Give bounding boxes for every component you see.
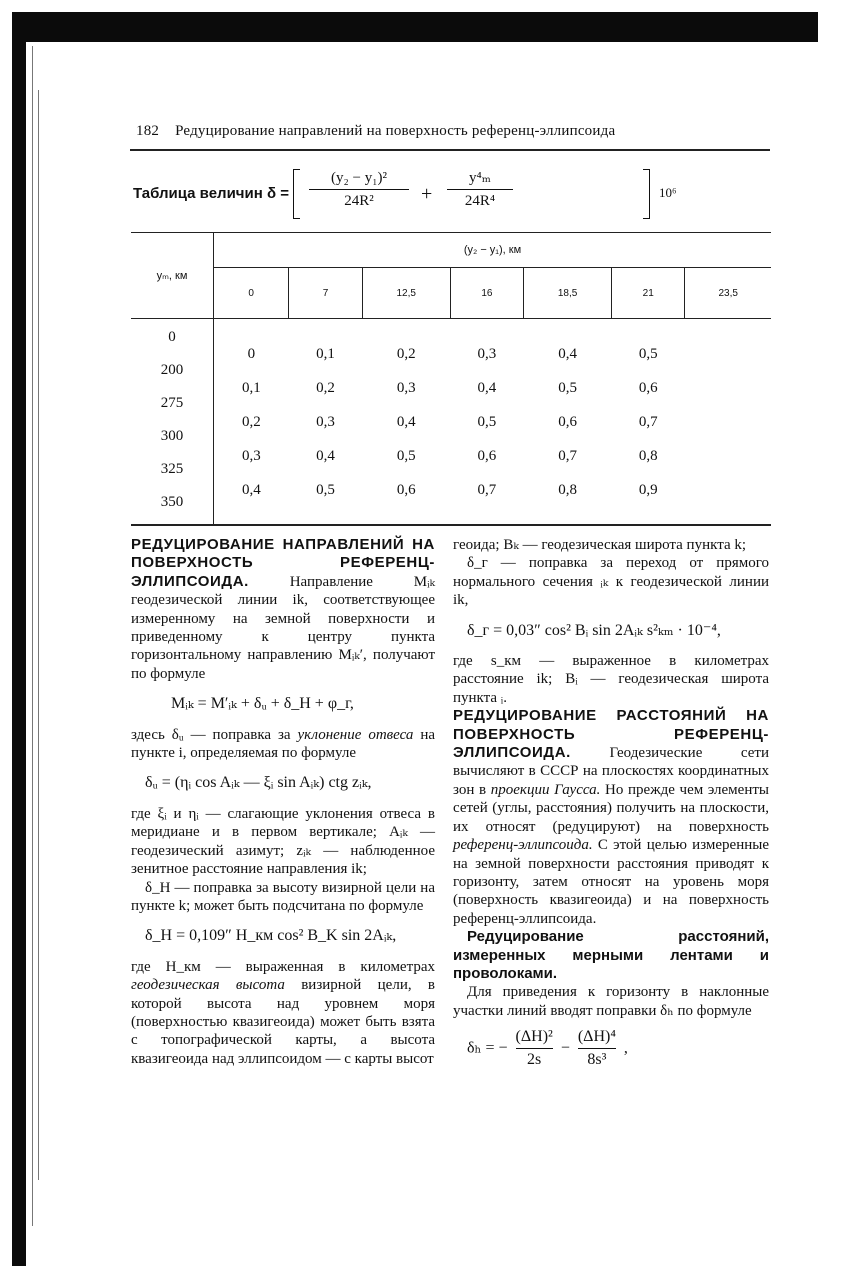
row-value: 275 (160, 395, 184, 411)
plus-sign: + (421, 183, 433, 205)
table-cell: 0,5 (477, 413, 497, 430)
equation-fraction: $\frac{\text{(ΔH)⁴}}{\text{8s³}}$ (577, 1028, 616, 1069)
table-cell: 0,9 (638, 481, 658, 498)
table-caption-formula (271, 167, 771, 223)
scan-top-border (12, 12, 818, 42)
subsection-title: Редуцирование расстояний, измеренных мерными лентами и проволоками. (453, 928, 769, 982)
paragraph: δ_H — поправка за высоту визирной цели на пункте k; может быть подсчитана по формуле (131, 879, 435, 914)
row-header: yₘ, км (131, 233, 214, 319)
table-caption (133, 167, 773, 223)
column-header: 0 (214, 268, 289, 319)
column-header: 21 (612, 268, 685, 319)
table-cell: 0,4 (558, 345, 577, 362)
formula-fraction-2: y⁴ₘ 24R⁴ (447, 167, 513, 212)
column-header: 18,5 (524, 268, 612, 319)
table-cell: 0,2 (396, 345, 416, 362)
table-bottom-rule (131, 524, 771, 526)
paragraph: где s_км — выраженное в километрах расстояние ik; Bᵢ — геодезическая широта пункта ᵢ. (453, 653, 769, 706)
row-value: 325 (160, 461, 184, 477)
table-cell: 0,6 (558, 413, 577, 430)
paragraph (453, 928, 769, 983)
row-value: 0 (168, 329, 176, 345)
row-values-column (131, 319, 214, 526)
section-title: РЕДУЦИРОВАНИЕ РАССТОЯНИЙ НА ПОВЕРХНОСТЬ РЕФЕРЕНЦ-ЭЛЛИПСОИДА. (453, 707, 769, 762)
page-number: 182 (136, 123, 160, 139)
table-cell: 0,6 (638, 379, 658, 396)
equation: δₕ = − $\frac{\text{(ΔH)²}}{2s}$ − $\frac{\text{(ΔH)⁴}}{\text{8s³}}$ , (467, 1026, 769, 1071)
table-caption-label: Таблица величин δ = (133, 185, 289, 202)
formula-fraction-1: (y₂ − y₁)² 24R² (309, 167, 409, 212)
row-value: 300 (160, 428, 184, 444)
paragraph: где ξᵢ и ηᵢ — слагающие уклонения отвеса в меридиане и в первом вертикале; Aᵢₖ — геодезический азимут; zᵢₖ — наблюденное зенитное расстояние направления ik; (131, 805, 435, 878)
table-cell: 0,4 (316, 447, 335, 464)
table-cell: 0,5 (558, 379, 577, 396)
table-cell: 0,2 (242, 413, 261, 430)
column-header: 7 (289, 268, 362, 319)
table-cell: 0,1 (242, 379, 261, 396)
equation: Mᵢₖ = M′ᵢₖ + δᵤ + δ_H + φ_г, (171, 695, 354, 713)
column-group-header: (y₂ − y₁), км (214, 233, 772, 268)
scan-left-border (12, 12, 26, 1266)
running-title: Редуцирование направлений на поверхность референц-эллипсоида (175, 123, 616, 139)
table-cell: 0,4 (396, 413, 416, 430)
equation: δ_H = 0,109″ H_км cos² B_K sin 2Aᵢₖ, (145, 927, 397, 945)
running-header (136, 123, 770, 140)
column-header: 23,5 (685, 268, 771, 319)
row-value: 200 (160, 362, 184, 378)
scan-edge-line (38, 90, 39, 1180)
column-header: 12,5 (362, 268, 450, 319)
formula-multiplier: 10⁶ (659, 185, 677, 200)
paragraph: Для приведения к горизонту в наклонные участки линий вводят поправки δₕ по формуле (453, 984, 769, 1019)
table-cell: 0,8 (638, 447, 658, 464)
table-cell: 0,1 (316, 345, 335, 362)
left-column (131, 536, 435, 1068)
table-cell: 0,3 (316, 413, 335, 430)
paragraph: РЕДУЦИРОВАНИЕ НАПРАВЛЕНИЙ НА ПОВЕРХНОСТЬ РЕФЕРЕНЦ-ЭЛЛИПСОИДА. Направление Mᵢₖ геодезической линии ik, соответствующее измеренному на земной поверхности и приведенному к центру пункта горизонтальному направлению Mᵢₖ′, получают по формуле (131, 536, 436, 682)
table-cell: 0,5 (316, 481, 335, 498)
section-title: РЕДУЦИРОВАНИЕ НАПРАВЛЕНИЙ НА ПОВЕРХНОСТЬ РЕФЕРЕНЦ-ЭЛЛИПСОИДА. (131, 536, 435, 590)
table-cell: 0,4 (477, 379, 497, 396)
delta-table (131, 232, 771, 525)
header-rule (130, 149, 770, 151)
table-cell: 0,2 (316, 379, 335, 396)
paragraph: геоида; Bₖ — геодезическая широта пункта k; (453, 537, 747, 553)
scan-edge-line (32, 46, 33, 1226)
table-cell: 0,7 (638, 413, 658, 430)
table-cell: 0,5 (396, 447, 416, 464)
paragraph: δ_г — поправка за переход от прямого нормального сечения ᵢₖ к геодезической линии ik, (453, 555, 769, 609)
table-cell: 0,5 (638, 345, 658, 362)
paragraph: где H_км — выраженная в километрах геодезическая высота визирной цели, в которой высота над уровнем моря (поверхностью квазигеоида) может быть взята с топографической карты, а высота квазигеоида над эллипсоидом — с карты высот (131, 958, 436, 1067)
row-value: 350 (160, 494, 184, 510)
paragraph: здесь δᵤ — поправка за уклонение отвеса на пункте i, определяемая по формуле (131, 726, 435, 762)
table-cell: 0,6 (477, 447, 497, 464)
table-cell: 0 (247, 345, 256, 362)
table-cell: 0,3 (396, 379, 416, 396)
table-cell: 0,6 (396, 481, 416, 498)
table-cell: 0,7 (477, 481, 497, 498)
column-header: 16 (450, 268, 523, 319)
table-cell: 0,4 (242, 481, 261, 498)
table-cell: 0,3 (242, 447, 261, 464)
bracket-left (293, 169, 300, 219)
table-cell: 0,7 (558, 447, 577, 464)
equation: δᵤ = (ηᵢ cos Aᵢₖ — ξᵢ sin Aᵢₖ) ctg zᵢₖ, (145, 774, 372, 792)
right-column (453, 536, 769, 1083)
bracket-right (643, 169, 650, 219)
table-cell: 0,3 (477, 345, 497, 362)
equation: δ_г = 0,03″ cos² Bᵢ sin 2Aᵢₖ s²ₖₘ · 10⁻⁴, (467, 621, 721, 639)
paragraph: РЕДУЦИРОВАНИЕ РАССТОЯНИЙ НА ПОВЕРХНОСТЬ РЕФЕРЕНЦ-ЭЛЛИПСОИДА. Геодезические сети вычисляют в СССР на плоскостях координатных зон в проекции Гаусса. Но прежде чем элементы сетей (углы, расстояния) получить на плоскости, их относят (редуцируют) на поверхность референц-эллипсоида. С этой целью измеренные на земной поверхности расстояния приводят к горизонту, затем относят на уровень моря (поверхность квазигеоида) и на поверхность референц-эллипсоида. (453, 707, 770, 927)
table-cell: 0,8 (558, 481, 577, 498)
equation-fraction: $\frac{\text{(ΔH)²}}{2s}$ (515, 1028, 553, 1069)
